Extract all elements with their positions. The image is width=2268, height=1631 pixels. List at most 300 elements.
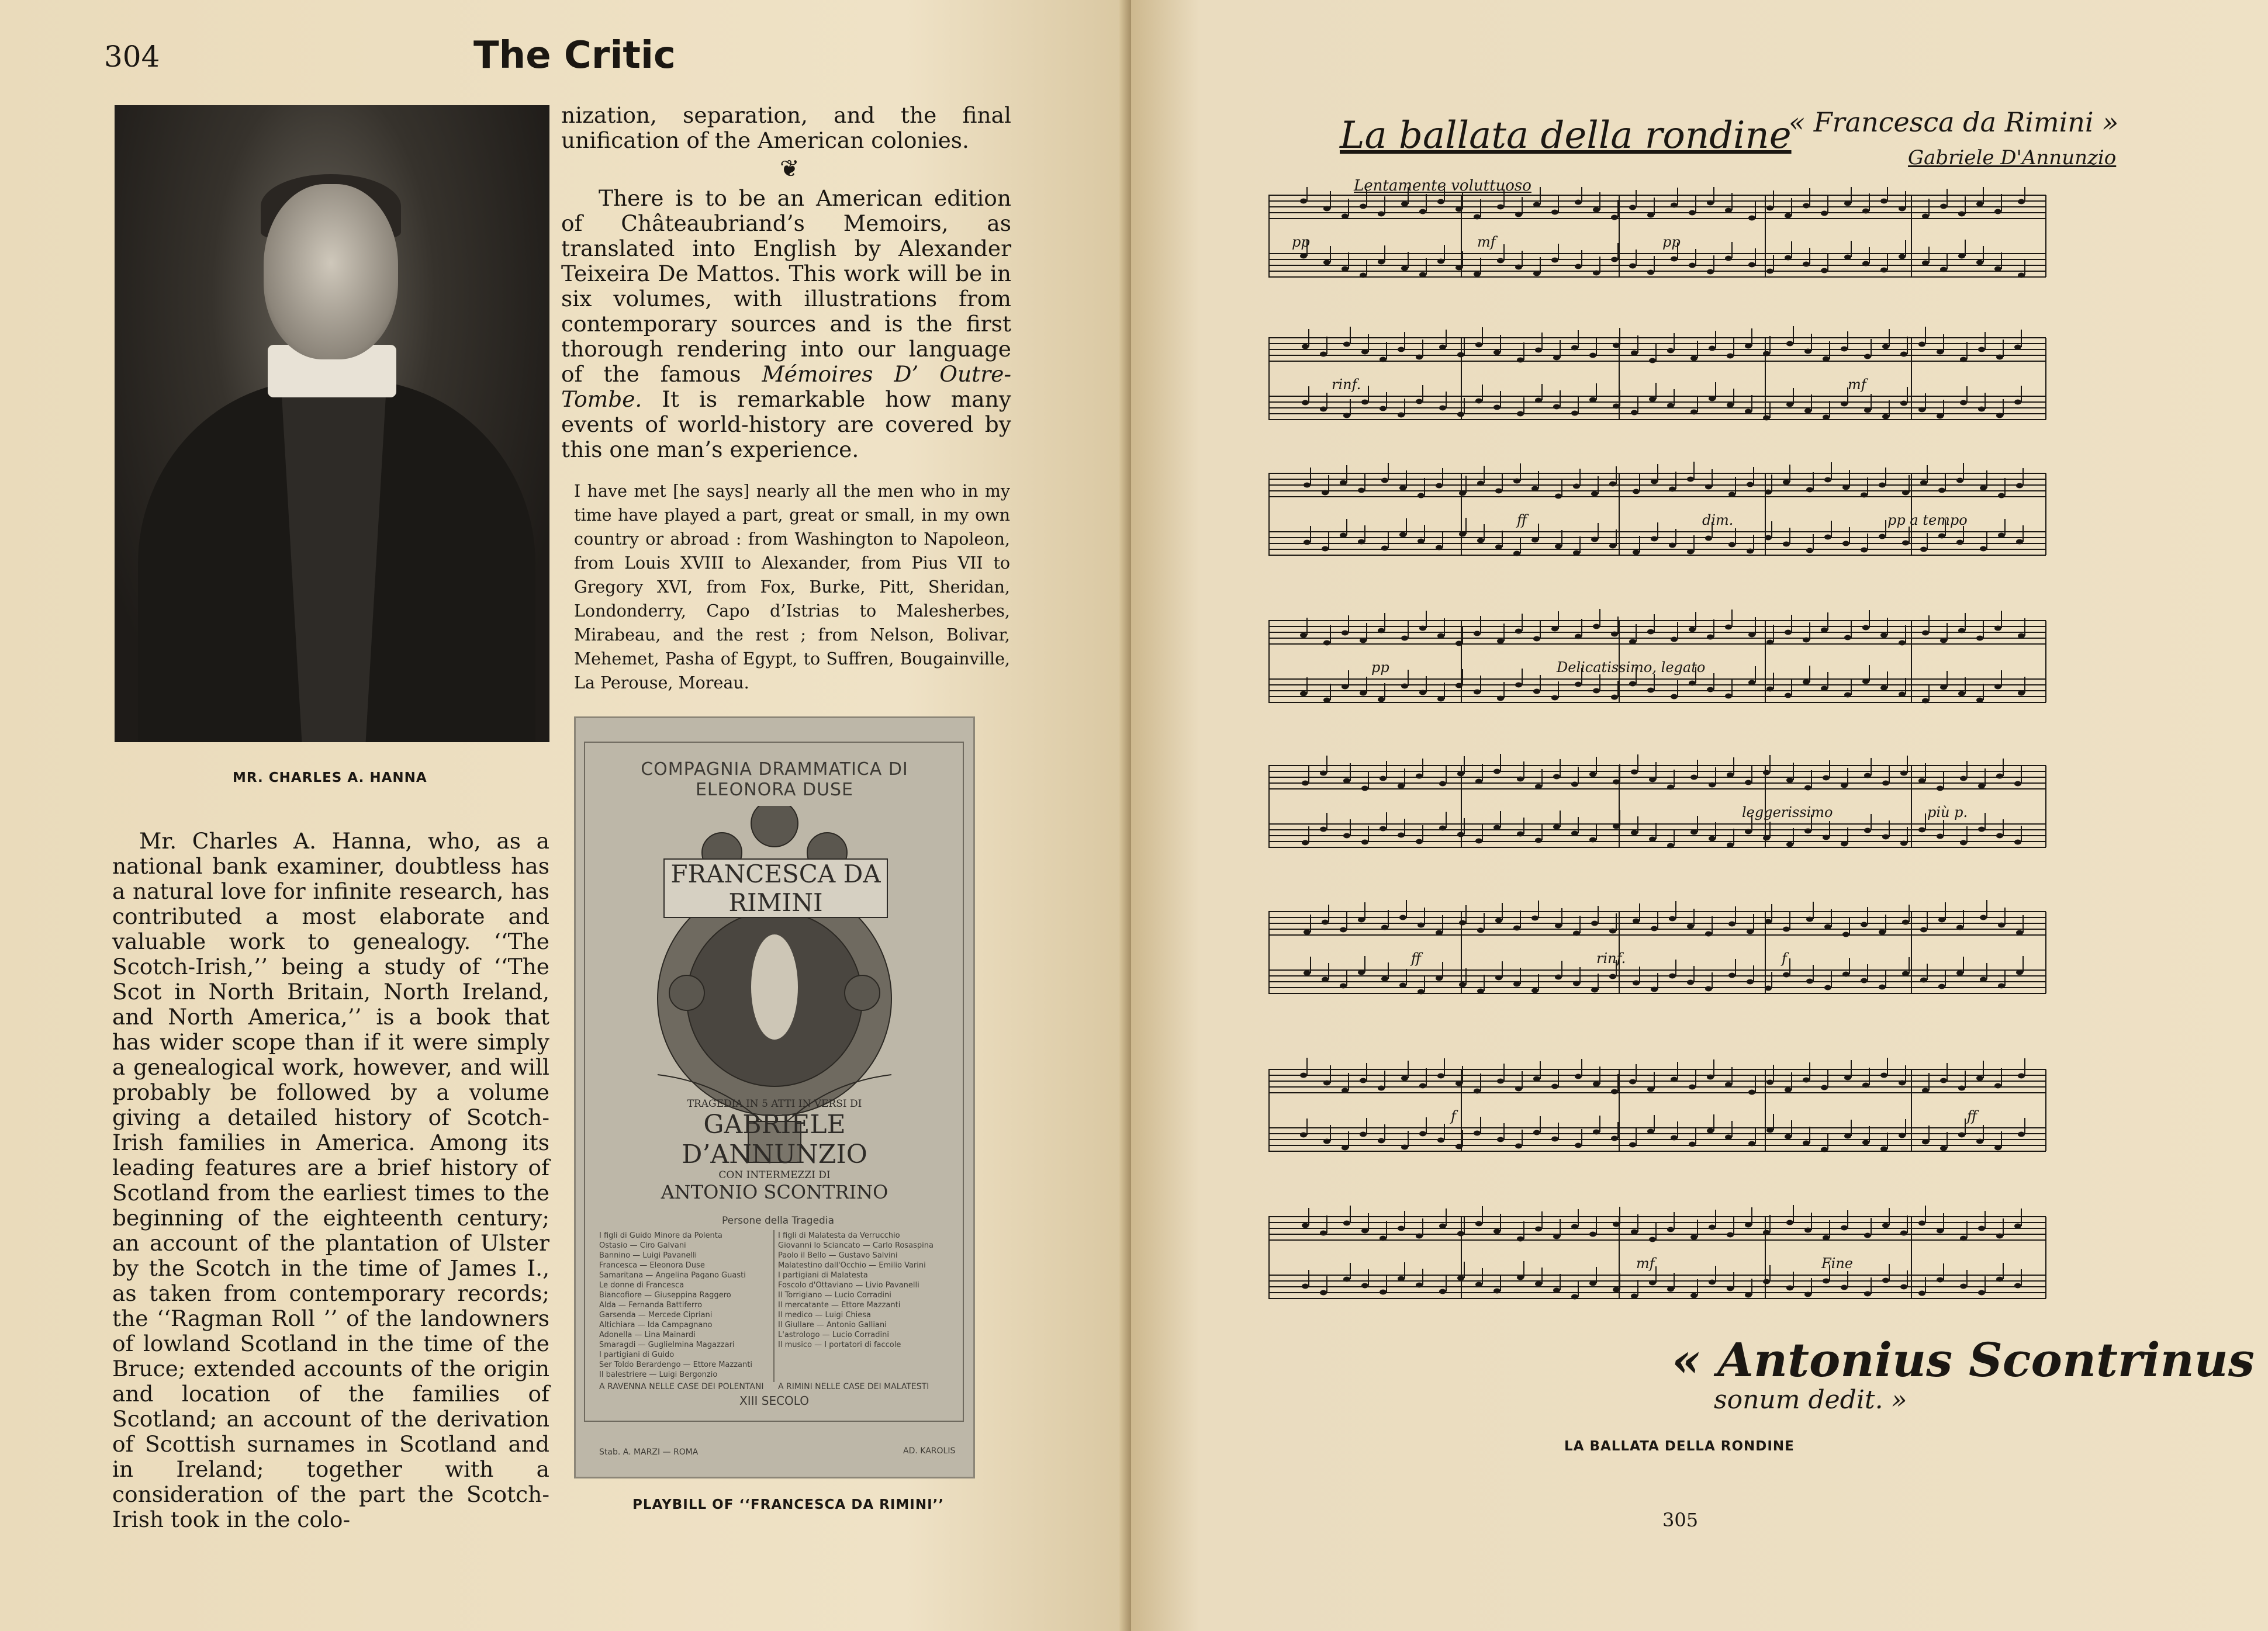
page-number-right: 305: [1662, 1509, 1699, 1531]
note-head: [1783, 972, 1790, 978]
note-head: [1998, 493, 2005, 498]
note-head: [1862, 625, 1869, 631]
note-head: [1361, 400, 1368, 405]
note-head: [1629, 205, 1636, 210]
note-head: [1629, 639, 1636, 645]
note-head: [1302, 400, 1309, 406]
note-head: [1593, 688, 1600, 694]
note-head: [1416, 839, 1423, 844]
playbill-persone: Persone della Tragedia: [722, 1215, 834, 1227]
note-head: [1551, 626, 1558, 632]
note-head: [1300, 199, 1307, 204]
note-head: [1340, 927, 1347, 933]
note-head: [1475, 839, 1482, 844]
score-tempo: Lentamente voluttuoso: [1354, 177, 1531, 195]
dynamic-marking: rinf.: [1332, 376, 1361, 393]
note-head: [1401, 1145, 1408, 1150]
note-head: [1960, 1236, 1967, 1241]
note-head: [1342, 631, 1349, 636]
note-head: [2018, 633, 2025, 639]
note-head: [1436, 976, 1443, 981]
note-head: [1553, 825, 1560, 830]
note-head: [1342, 684, 1349, 690]
note-head: [1671, 257, 1678, 262]
note-head: [1938, 984, 1945, 989]
cast-entry: Il mercatante — Ettore Mazzanti: [778, 1301, 901, 1310]
note-head: [1937, 786, 1944, 791]
note-head: [1633, 550, 1640, 555]
note-head: [1629, 1079, 1636, 1085]
running-title: The Critic: [473, 34, 676, 77]
note-head: [1804, 1292, 1811, 1297]
note-head: [1651, 926, 1658, 931]
note-head: [1705, 931, 1712, 937]
note-head: [1806, 979, 1813, 984]
note-head: [1669, 487, 1676, 492]
note-head: [1689, 627, 1696, 632]
note-head: [1613, 780, 1620, 785]
note-head: [1823, 415, 1830, 420]
note-head: [1902, 541, 1909, 546]
note-head: [1553, 355, 1560, 361]
note-head: [1937, 414, 1944, 419]
note-head: [1918, 1221, 1925, 1226]
note-head: [1705, 484, 1712, 490]
note-head: [1956, 925, 1963, 930]
note-head: [2018, 199, 2025, 205]
note-head: [1978, 827, 1985, 832]
note-head: [1515, 683, 1522, 688]
note-head: [1709, 1225, 1716, 1230]
cast-entry: Malatestino dall'Occhio — Emilio Varini: [778, 1261, 926, 1270]
note-head: [1745, 1293, 1752, 1298]
note-head: [1340, 984, 1347, 989]
note-head: [1785, 1134, 1792, 1140]
note-head: [1629, 1142, 1636, 1148]
note-head: [1667, 1227, 1674, 1232]
note-head: [1960, 776, 1967, 781]
note-head: [1553, 1234, 1560, 1239]
note-head: [1551, 695, 1558, 701]
note-head: [1493, 769, 1501, 774]
note-head: [1571, 345, 1578, 351]
playbill-tragedy-line: TRAGEDIA IN 5 ATTI IN VERSI DI: [687, 1098, 862, 1110]
note-head: [1728, 542, 1735, 548]
note-head: [1439, 826, 1446, 831]
memoirs-title: Mémoires D’ Outre-Tombe.: [561, 361, 1011, 412]
note-head: [1611, 1089, 1618, 1095]
note-head: [1323, 640, 1330, 646]
note-head: [1551, 1084, 1558, 1089]
note-head: [1940, 685, 1947, 690]
note-head: [1418, 989, 1425, 995]
note-head: [1493, 405, 1501, 410]
note-head: [1343, 778, 1350, 784]
note-head: [1709, 836, 1716, 842]
playbill-composer: ANTONIO SCONTRINO: [661, 1181, 888, 1203]
note-head: [1728, 973, 1735, 978]
note-head: [1918, 1291, 1925, 1296]
note-head: [1416, 399, 1423, 404]
note-head: [1806, 487, 1813, 493]
dynamic-marking: ff: [1517, 512, 1527, 528]
note-head: [1342, 214, 1349, 219]
note-head: [1613, 1222, 1620, 1227]
note-head: [1709, 1280, 1716, 1285]
dynamic-marking: ff: [1411, 950, 1422, 967]
score-dynamics: [1292, 234, 1979, 1272]
note-head: [1940, 638, 1947, 643]
note-head: [1493, 825, 1501, 830]
note-head: [1381, 976, 1388, 982]
note-head: [1378, 1086, 1385, 1091]
note-head: [1669, 974, 1676, 979]
note-head: [1994, 1145, 2001, 1151]
note-head: [1821, 686, 1828, 691]
note-head: [1900, 1284, 1907, 1290]
note-head: [1748, 216, 1755, 221]
note-head: [1996, 774, 2003, 779]
note-head: [1786, 1220, 1793, 1225]
note-head: [1553, 774, 1560, 780]
note-head: [1589, 397, 1596, 403]
note-head: [1920, 927, 1927, 933]
note-head: [1804, 785, 1811, 791]
note-head: [1591, 988, 1598, 993]
note-head: [1591, 537, 1598, 542]
note-head: [1900, 841, 1907, 846]
note-head: [1980, 546, 1987, 552]
note-head: [1647, 1087, 1654, 1092]
note-head: [1671, 1077, 1678, 1082]
note-head: [1571, 1224, 1578, 1230]
note-head: [1996, 1277, 2003, 1282]
note-head: [1474, 690, 1481, 695]
note-head: [1475, 1282, 1482, 1287]
note-head: [1649, 777, 1656, 782]
note-head: [1575, 264, 1582, 269]
note-head: [1455, 683, 1463, 688]
note-head: [1633, 981, 1640, 986]
note-head: [1477, 989, 1484, 994]
note-head: [1571, 831, 1578, 836]
note-head: [1803, 638, 1810, 643]
note-head: [1343, 833, 1350, 839]
note-head: [1806, 548, 1813, 553]
note-head: [1687, 549, 1694, 555]
note-head: [1342, 1088, 1349, 1093]
note-head: [1304, 930, 1311, 935]
note-head: [1553, 1288, 1560, 1293]
note-head: [1589, 1232, 1596, 1237]
note-head: [1998, 984, 2005, 989]
note-head: [1436, 930, 1443, 936]
note-head: [1497, 1137, 1504, 1142]
note-head: [1302, 840, 1309, 846]
memoirs-text-1: There is to be an American edition of Châteaubriand’s Memoirs, as translated into English by Alexander Teixeira De Mattos. This work will be in six volumes, with illustrations from contemporary sources and is the first thorough rendering into our language of the famous: [561, 185, 1011, 387]
note-head: [1378, 259, 1385, 265]
note-head: [1358, 539, 1365, 545]
note-head: [1378, 1138, 1385, 1144]
note-head: [1956, 540, 1963, 545]
note-head: [1593, 624, 1600, 629]
note-head: [1994, 209, 2001, 214]
note-head: [1477, 928, 1484, 933]
note-head: [1841, 783, 1848, 788]
note-head: [1573, 484, 1580, 489]
note-head: [1763, 415, 1770, 421]
note-head: [1689, 1142, 1696, 1147]
memoirs-paragraph: [561, 186, 1011, 462]
music-score: [1268, 187, 2052, 1309]
cast-entry: Ostasio — Ciro Galvani: [599, 1241, 686, 1250]
note-head: [1459, 920, 1466, 926]
score-system: [1268, 462, 2046, 556]
note-head: [1842, 485, 1849, 490]
note-head: [1343, 1277, 1350, 1282]
composer-signature: « Antonius Scontrinus: [1672, 1332, 2255, 1387]
note-head: [1864, 1291, 1871, 1297]
note-head: [1302, 344, 1309, 349]
note-head: [1862, 261, 1869, 266]
cast-entry: Francesca — Eleonora Duse: [599, 1261, 705, 1270]
note-head: [1360, 204, 1367, 209]
dynamic-marking: f: [1451, 1108, 1456, 1124]
note-head: [1437, 633, 1444, 639]
cast-entry: Bannino — Luigi Pavanelli: [599, 1251, 697, 1260]
note-head: [1474, 1131, 1481, 1136]
note-head: [1437, 697, 1444, 702]
note-head: [1573, 550, 1580, 556]
note-head: [1864, 773, 1871, 778]
note-head: [1667, 1287, 1674, 1292]
note-head: [1300, 691, 1307, 697]
note-head: [1455, 265, 1463, 271]
score-systems: [1268, 187, 2046, 1300]
playbill-figure: [751, 934, 798, 1040]
memoirs-text-2: It is remarkable how many events of world-history are covered by this one man’s experience.: [561, 386, 1011, 462]
note-head: [1938, 488, 1945, 493]
note-head: [1419, 1083, 1426, 1089]
note-head: [1629, 264, 1636, 269]
note-head: [1531, 916, 1538, 921]
note-head: [1689, 263, 1696, 268]
note-head: [1727, 1286, 1734, 1291]
note-head: [1401, 636, 1408, 641]
note-head: [1360, 638, 1367, 643]
note-head: [1998, 533, 2005, 538]
note-head: [1803, 1078, 1810, 1083]
note-head: [1649, 1280, 1656, 1286]
note-head: [1689, 681, 1696, 686]
note-head: [1495, 975, 1502, 981]
note-head: [1493, 1289, 1501, 1294]
note-head: [1497, 1079, 1504, 1084]
dynamic-marking: mf: [1477, 234, 1496, 250]
note-head: [1513, 479, 1520, 484]
note-head: [1378, 697, 1385, 702]
note-head: [1803, 262, 1810, 267]
note-head: [1380, 776, 1387, 781]
note-head: [1340, 480, 1347, 486]
note-head: [1399, 532, 1406, 538]
cast-entry: Giovanni lo Sciancato — Carlo Rosaspina: [778, 1241, 934, 1250]
note-head: [1824, 535, 1831, 540]
note-head: [1823, 1279, 1830, 1284]
note-head: [1922, 261, 1929, 266]
note-head: [1918, 407, 1925, 413]
cast-entry: Il medico — Luigi Chiesa: [778, 1311, 871, 1320]
note-head: [1882, 344, 1889, 349]
note-head: [1766, 1080, 1773, 1085]
note-head: [1785, 213, 1792, 219]
note-head: [1879, 483, 1886, 488]
note-head: [1785, 255, 1792, 261]
note-head: [1667, 403, 1674, 408]
note-head: [1824, 477, 1831, 483]
note-head: [2016, 930, 2023, 936]
note-head: [1671, 203, 1678, 208]
note-head: [1535, 1282, 1542, 1287]
note-head: [1589, 772, 1596, 777]
note-head: [1439, 1224, 1446, 1229]
note-head: [1497, 205, 1504, 210]
note-head: [1902, 490, 1909, 496]
note-head: [1864, 828, 1871, 833]
note-head: [1687, 924, 1694, 929]
portrait-photo: [115, 105, 549, 742]
note-head: [1920, 978, 1927, 983]
dynamic-marking: Delicatissimo, legato: [1557, 659, 1706, 676]
dynamic-marking: mf: [1636, 1255, 1655, 1272]
dynamic-marking: Fine: [1821, 1255, 1853, 1272]
note-head: [1728, 922, 1735, 927]
note-head: [2014, 781, 2021, 787]
note-head: [1418, 539, 1425, 544]
note-head: [1378, 628, 1385, 633]
note-head: [1531, 538, 1538, 543]
note-head: [1304, 540, 1311, 545]
cast-entry: I figli di Malatesta da Verrucchio: [778, 1231, 900, 1240]
note-head: [1513, 982, 1520, 987]
note-head: [1323, 260, 1330, 265]
note-head: [1629, 681, 1636, 687]
note-head: [2014, 345, 2021, 350]
note-head: [1783, 542, 1790, 547]
note-head: [1922, 214, 1929, 219]
note-head: [1994, 266, 2001, 272]
note-head: [1360, 1132, 1367, 1137]
note-head: [1380, 406, 1387, 411]
note-head: [1398, 347, 1405, 352]
note-head: [1707, 1128, 1714, 1134]
note-head: [1844, 1134, 1851, 1139]
note-head: [1763, 770, 1770, 775]
note-head: [1419, 690, 1426, 695]
note-head: [2016, 539, 2023, 545]
note-head: [1437, 1074, 1444, 1079]
note-head: [1320, 771, 1327, 776]
note-head: [1803, 1141, 1810, 1146]
note-head: [1998, 923, 2005, 928]
note-head: [1495, 545, 1502, 550]
note-head: [1842, 972, 1849, 977]
note-head: [2016, 483, 2023, 489]
note-head: [1323, 1139, 1330, 1144]
score-system: [1268, 609, 2046, 704]
note-head: [1922, 1140, 1929, 1145]
note-head: [1361, 1283, 1368, 1289]
note-head: [1821, 268, 1828, 273]
note-head: [1671, 1135, 1678, 1141]
note-head: [1575, 200, 1582, 205]
dynamic-marking: pp a tempo: [1887, 512, 1968, 528]
note-head: [1401, 684, 1408, 689]
note-head: [1980, 486, 1987, 491]
note-head: [1399, 915, 1406, 920]
playbill-place-left: A RAVENNA NELLE CASE DEI POLENTANI: [599, 1382, 764, 1391]
note-head: [1958, 628, 1965, 633]
note-head: [1300, 1073, 1307, 1078]
note-head: [1940, 1078, 1947, 1083]
note-head: [1611, 257, 1618, 262]
note-head: [1436, 483, 1443, 489]
note-head: [1474, 631, 1481, 636]
note-head: [1804, 829, 1811, 834]
note-head: [1880, 199, 1887, 204]
note-head: [1765, 490, 1772, 495]
note-head: [1555, 544, 1562, 549]
note-head: [1302, 781, 1309, 786]
note-head: [1593, 207, 1600, 213]
cast-entry: I partigiani di Guido: [599, 1350, 675, 1359]
note-head: [1960, 1284, 1967, 1289]
note-head: [1725, 256, 1732, 261]
note-head: [1745, 780, 1752, 785]
note-head: [1535, 398, 1542, 403]
note-head: [1976, 202, 1983, 207]
note-head: [1343, 413, 1350, 418]
note-head: [1439, 406, 1446, 411]
note-head: [1938, 917, 1945, 923]
note-head: [1380, 1290, 1387, 1295]
note-head: [1551, 210, 1558, 215]
note-head: [1474, 272, 1481, 277]
note-head: [1631, 770, 1638, 775]
note-head: [1535, 838, 1542, 843]
note-head: [1824, 924, 1831, 930]
note-head: [1419, 272, 1426, 278]
note-head: [1342, 266, 1349, 272]
note-head: [1361, 349, 1368, 355]
note-head: [2018, 691, 2025, 696]
playbill-intermezzi: CON INTERMEZZI DI: [718, 1169, 831, 1181]
cast-entry: Samaritana — Angelina Pagano Guasti: [599, 1271, 746, 1280]
note-head: [1882, 1223, 1889, 1228]
page-number-left: 304: [104, 40, 160, 74]
cast-entry: L'astrologo — Lucio Corradini: [778, 1331, 889, 1339]
score-opera: « Francesca da Rimini »: [1789, 106, 2119, 138]
column-continuation: nization, separation, and the final unification of the American colonies.: [561, 102, 1011, 153]
note-head: [1918, 827, 1925, 833]
note-head: [1880, 268, 1887, 273]
note-head: [1725, 208, 1732, 213]
note-head: [1669, 543, 1676, 548]
note-head: [1978, 1226, 1985, 1231]
note-head: [1517, 411, 1524, 417]
note-head: [1593, 271, 1600, 276]
cast-entry: Alda — Fernanda Battiferro: [599, 1301, 703, 1310]
